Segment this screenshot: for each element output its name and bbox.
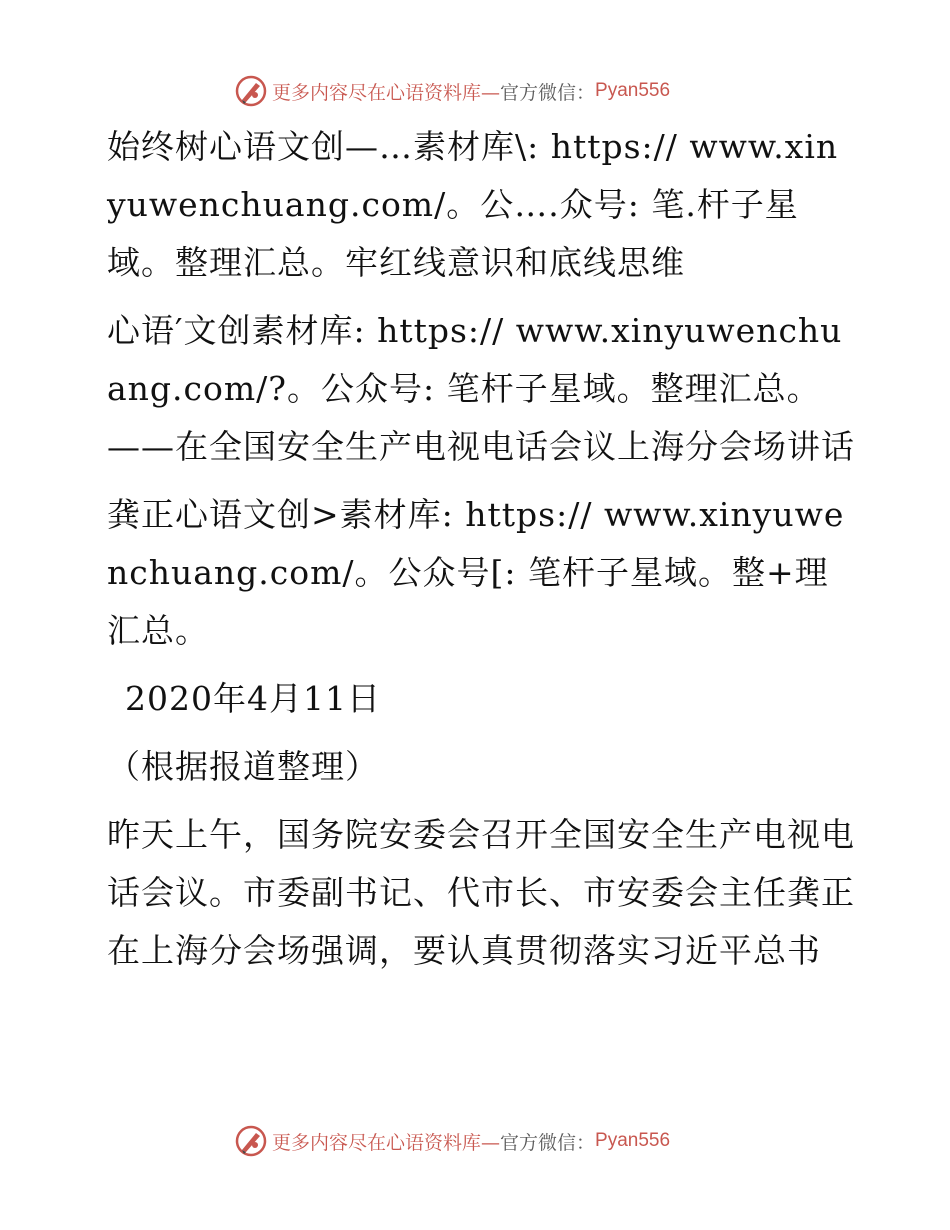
source-note: （根据报道整理） [107,747,379,786]
paragraph-3: 龚正心语文创>素材库: https:// www.xinyuwenchuang.com/。公众号[: 笔杆子星域。整+理汇总。 [107,495,845,650]
document-body [97,118,857,990]
header-banner[interactable] [234,73,670,109]
paragraph-1: 始终树心语文创—…素材库\: https:// www.xinyuwenchuang.com/。公….众号: 笔.杆子星域。整理汇总。牢红线意识和底线思维 [107,127,839,282]
paragraph-2: 心语′文创素材库: https:// www.xinyuwenchuang.com/?。公众号: 笔杆子星域。整理汇总。——在全国安全生产电视电话会议上海分会场讲话 [107,311,855,466]
pen-logo-icon [234,1124,268,1158]
wechat-label: 官方微信： [500,1131,596,1154]
wechat-id: Pyan556 [595,1130,671,1151]
date-line: 2020年4月11日 [125,679,381,718]
banner-text: 更多内容尽在心语资料库— [272,1131,501,1154]
wechat-id: Pyan556 [595,80,671,101]
footer-banner[interactable] [234,1123,670,1159]
wechat-label: 官方微信： [500,81,596,104]
paragraph-body: 昨天上午，国务院安委会召开全国安全生产电视电话会议。市委副书记、代市长、市安委会主任龚正在上海分会场强调，要认真贯彻落实习近平总书 [107,815,855,970]
banner-text: 更多内容尽在心语资料库— [272,81,501,104]
pen-logo-icon [234,74,268,108]
